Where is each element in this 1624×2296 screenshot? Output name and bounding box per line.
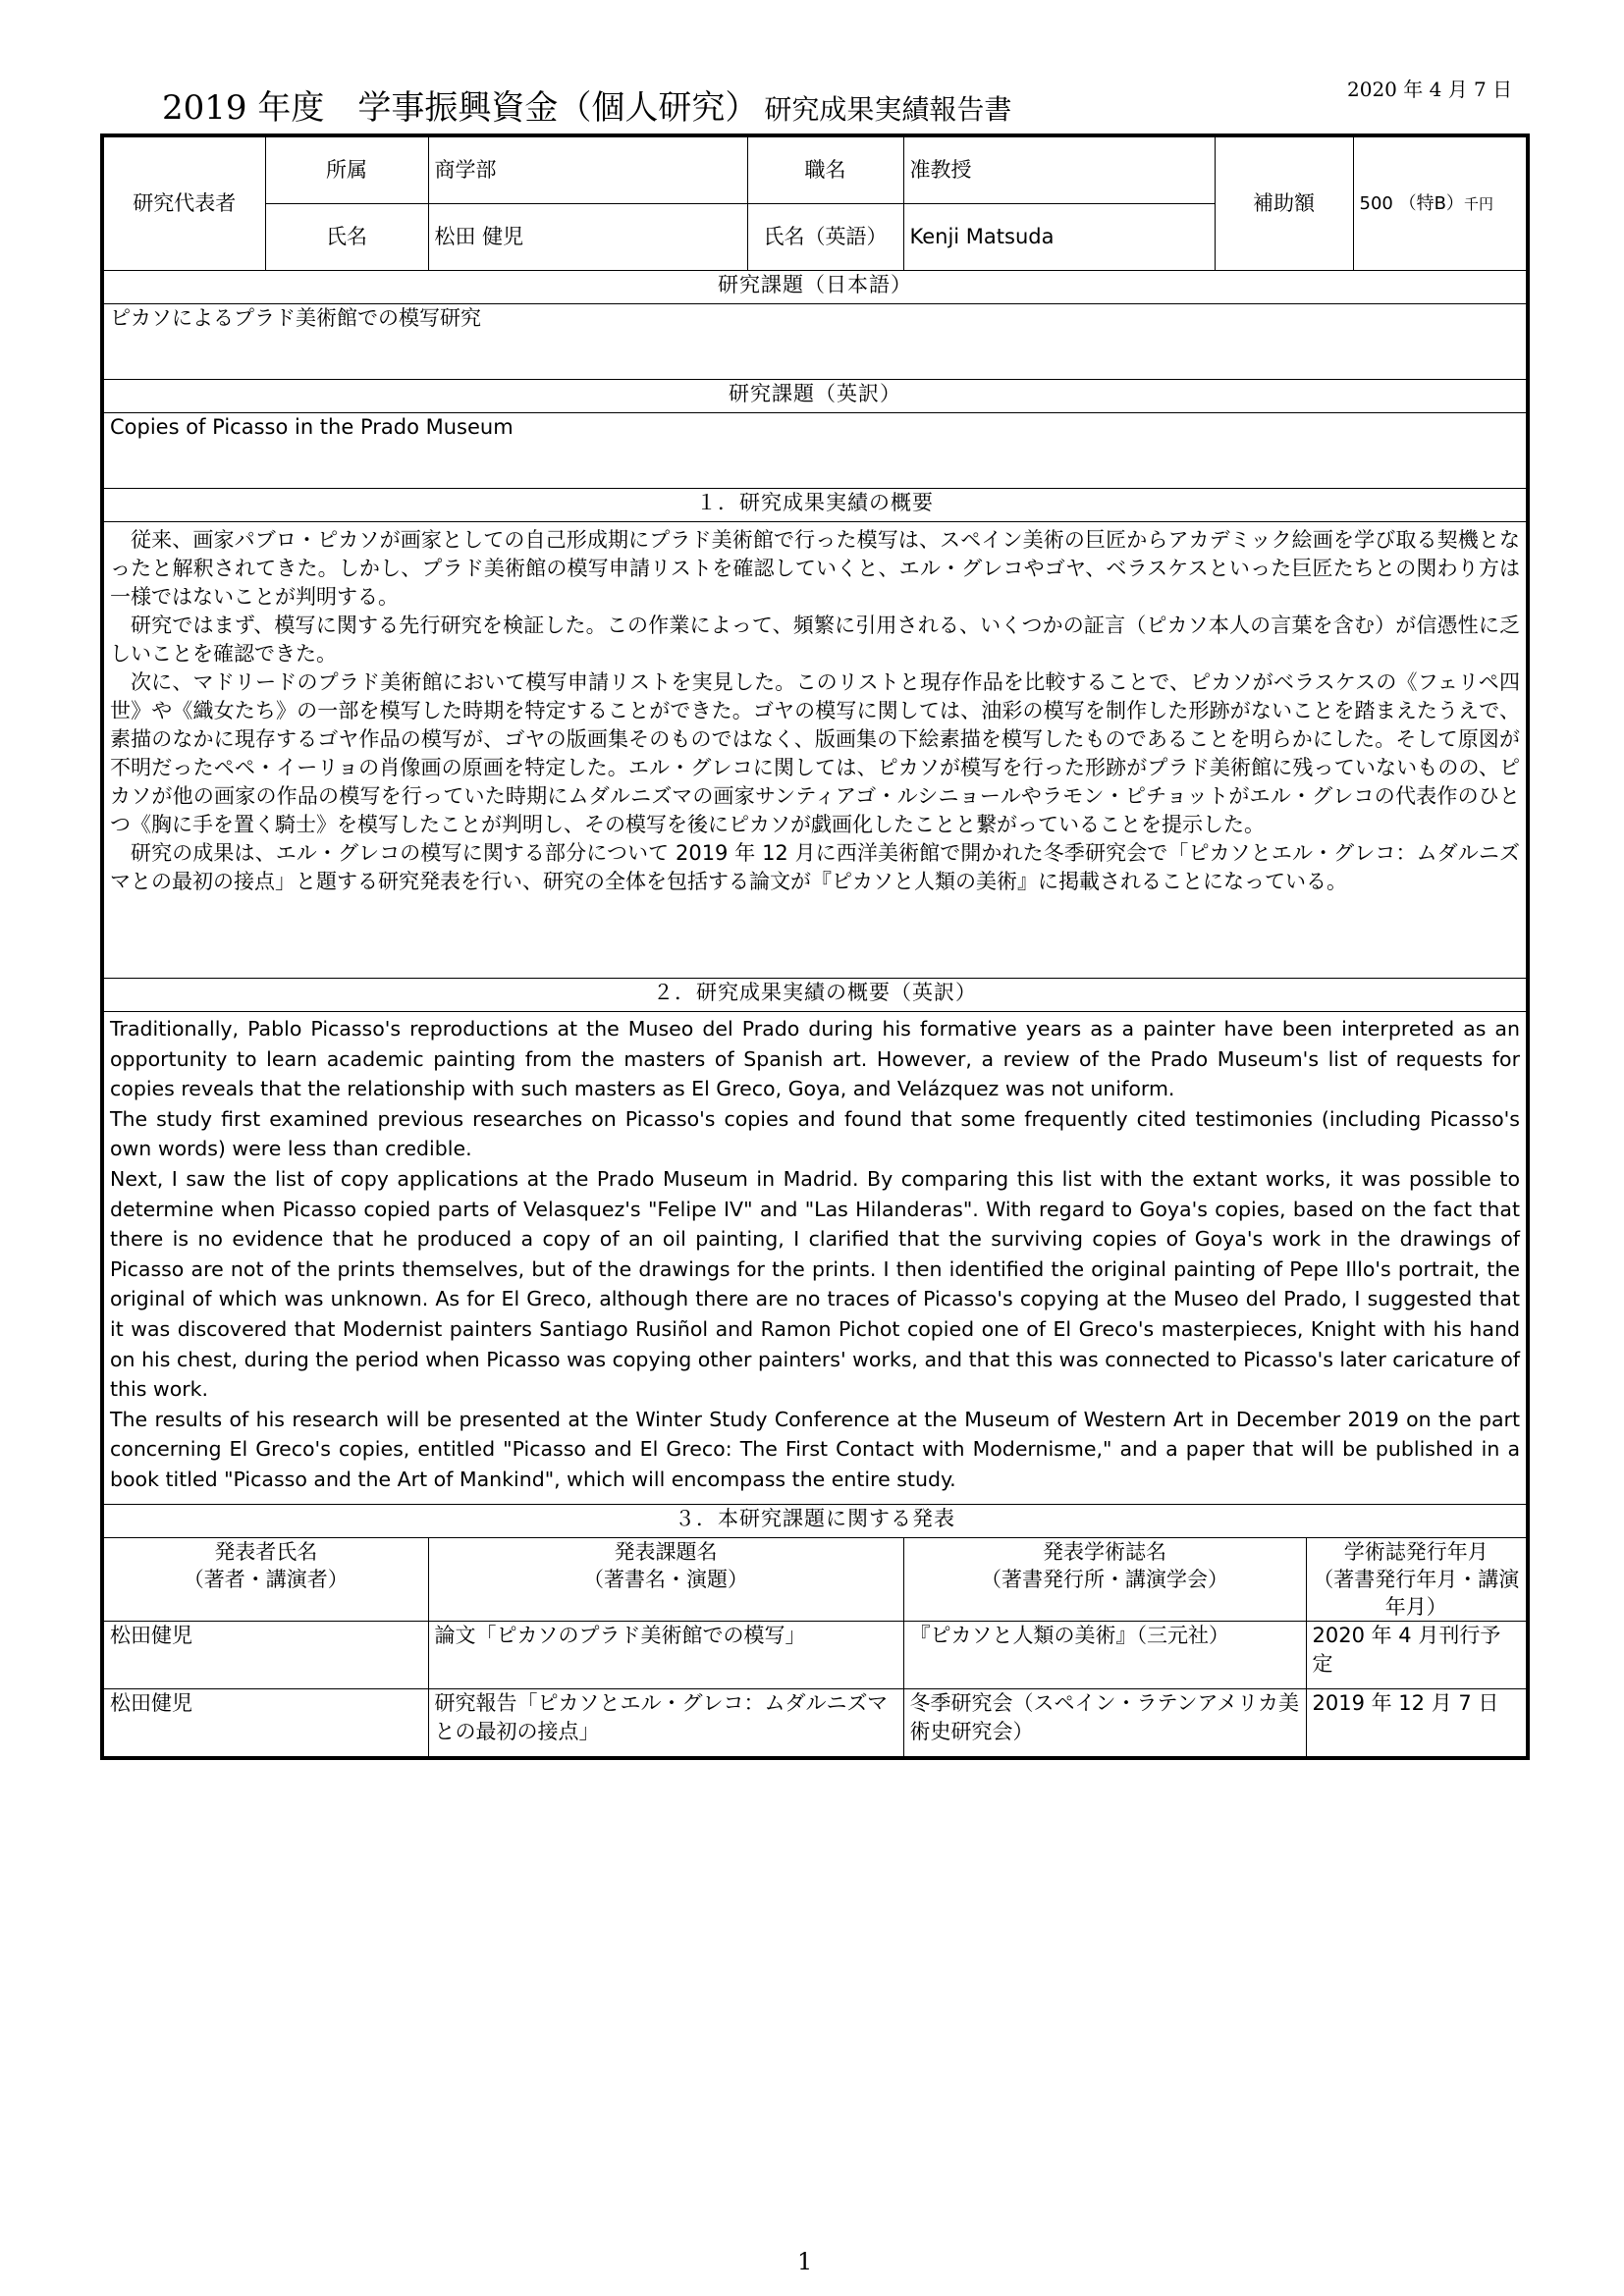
publication-venue: 冬季研究会（スペイン・ラテンアメリカ美術史研究会） [903,1689,1306,1759]
column-header-venue-line1: 発表学術誌名 [1043,1540,1166,1564]
summary-ja-heading-row [102,489,1528,522]
theme-en-heading-row [102,380,1528,413]
publication-author: 松田健児 [102,1622,428,1689]
name-label: 氏名 [265,204,428,271]
report-date: 2020 年 4 月 7 日 [1347,78,1513,101]
researcher-label: 研究代表者 [102,135,265,271]
summary-en-paragraph: The results of his research will be presented at the Winter Study Conference at the Museum of Western Art in December 2019 on the part concerning El Greco's copies, entitled "Picasso and El Greco: The First Contact with Modernisme," and a paper that will be published in a book titled "Picasso and the Art of Mankind", which will encompass the entire study. [110,1407,1520,1491]
column-header-author [102,1538,428,1622]
grant-amount: 500 （特B） [1359,193,1464,214]
summary-en-heading-row [102,979,1528,1012]
publication-title: 研究報告「ピカソとエル・グレコ：ムダルニズマとの最初の接点」 [428,1689,903,1759]
column-header-title-line2: （著書名・演題） [583,1568,748,1591]
summary-en-paragraph: Next, I saw the list of copy applications at the Prado Museum in Madrid. By comparing this list with the extant works, it was possible to determine when Picasso copied parts of Velasquez's "Felipe IV" and "Las Hilanderas". With regard to Goya's copies, based on the fact that there is no evidence that he produced a copy of an oil painting, I clarified that the surviving copies of Goya's work in the drawings of Picasso are not of the prints themselves, but of the drawings for the prints. I then identified the original painting of Pepe Illo's portrait, the original of which was unknown. As for El Greco, although there are no traces of Picasso's copying at the Museo del Prado, I suggested that it was discovered that Modernist painters Santiago Rusiñol and Ramon Pichot copied one of El Greco's masterpieces, Knight with his hand on his chest, during the period when Picasso was copying other painters' works, and that this was connected to Picasso's later caricature of this work. [110,1166,1520,1402]
column-header-venue [903,1538,1306,1622]
publications-heading-row [102,1505,1528,1538]
summary-en-body [102,1012,1528,1505]
summary-ja-row [102,522,1528,979]
publications-heading: ３．本研究課題に関する発表 [102,1505,1528,1538]
report-title-sub: 研究成果実績報告書 [764,93,1012,126]
name-en-label: 氏名（英語） [747,204,903,271]
column-header-date [1306,1538,1528,1622]
report-form-table [100,133,1530,1760]
theme-en-row [102,413,1528,489]
summary-ja-paragraph: 次に、マドリードのプラド美術館において模写申請リストを実見した。このリストと現存作品を比較することで、ピカソがベラスケスの《フェリペ四世》や《織女たち》の一部を模写した時期を特定することができた。ゴヤの模写に関しては、油彩の模写を制作した形跡がないことを踏まえたうえで、素描のなかに現存するゴヤ作品の模写が、ゴヤの版画集そのものではなく、版画集の下絵素描を模写したものであることを明らかにした。そして原図が不明だったペペ・イーリョの肖像画の原画を特定した。エル・グレコに関しては、ピカソが模写を行った形跡がプラド美術館に残っていないものの、ピカソが他の画家の作品の模写を行っていた時期にムダルニズマの画家サンティアゴ・ルシニョールやラモン・ピチョットがエル・グレコの代表作のひとつ《胸に手を置く騎士》を模写したことが判明し、その模写を後にピカソが戯画化したことと繋がっていることを提示した。 [110,670,1520,836]
publication-date: 2020 年 4 月刊行予定 [1306,1622,1528,1689]
summary-ja-paragraph: 従来、画家パブロ・ピカソが画家としての自己形成期にプラド美術館で行った模写は、スペイン美術の巨匠からアカデミック絵画を学び取る契機となったと解釈されてきた。しかし、プラド美術館の模写申請リストを確認していくと、エル・グレコやゴヤ、ベラスケスといった巨匠たちとの関わり方は一様ではないことが判明する。 [110,528,1520,609]
column-header-author-line2: （著者・講演者） [183,1568,349,1591]
theme-en-heading: 研究課題（英訳） [102,380,1528,413]
publication-row [102,1689,1528,1759]
position-value: 准教授 [903,135,1215,204]
column-header-title-line1: 発表課題名 [614,1540,718,1564]
summary-ja-heading: １．研究成果実績の概要 [102,489,1528,522]
publication-row [102,1622,1528,1689]
column-header-venue-line2: （著書発行所・講演学会） [981,1568,1228,1591]
summary-en-paragraph: The study first examined previous researches on Picasso's copies and found that some frequently cited testimonies (including Picasso's own words) were less than credible. [110,1106,1520,1161]
publication-title: 論文「ピカソのプラド美術館での模写」 [428,1622,903,1689]
theme-en-text: Copies of Picasso in the Prado Museum [102,413,1528,489]
summary-en-paragraph: Traditionally, Pablo Picasso's reproductions at the Museo del Prado during his formative years as a painter have been interpreted as an opportunity to learn academic painting from the masters of Spanish art. However, a review of the Prado Museum's list of requests for copies reveals that the relationship with such masters as El Greco, Goya, and Velázquez was not uniform. [110,1017,1520,1101]
researcher-row-1 [102,135,1528,204]
report-title-main: 2019 年度 学事振興資金（個人研究） [162,88,759,128]
theme-ja-row [102,304,1528,380]
column-header-author-line1: 発表者氏名 [214,1540,318,1564]
theme-ja-heading-row [102,271,1528,304]
grant-amount-cell [1353,135,1528,271]
publication-author: 松田健児 [102,1689,428,1759]
publication-date: 2019 年 12 月 7 日 [1306,1689,1528,1759]
theme-ja-heading: 研究課題（日本語） [102,271,1528,304]
publication-venue: 『ピカソと人類の美術』（三元社） [903,1622,1306,1689]
summary-en-row [102,1012,1528,1505]
column-header-title [428,1538,903,1622]
publications-column-header-row [102,1538,1528,1622]
summary-ja-body [102,522,1528,979]
name-en-value: Kenji Matsuda [903,204,1215,271]
page-number: 1 [797,2248,813,2275]
grant-unit: 千円 [1463,195,1493,213]
affiliation-value: 商学部 [428,135,747,204]
report-title [162,80,1011,129]
name-value: 松田 健児 [428,204,747,271]
summary-en-heading: ２．研究成果実績の概要（英訳） [102,979,1528,1012]
theme-ja-text: ピカソによるプラド美術館での模写研究 [102,304,1528,380]
position-label: 職名 [747,135,903,204]
summary-ja-paragraph: 研究の成果は、エル・グレコの模写に関する部分について 2019 年 12 月に西洋美術館で開かれた冬季研究会で「ピカソとエル・グレコ：ムダルニズマとの最初の接点」と題する研究発表を行い、研究の全体を包括する論文が『ピカソと人類の美術』に掲載されることになっている。 [110,841,1520,893]
affiliation-label: 所属 [265,135,428,204]
column-header-date-line1: 学術誌発行年月 [1343,1540,1489,1564]
column-header-date-line2: （著書発行年月・講演年月） [1313,1568,1520,1619]
summary-ja-paragraph: 研究ではまず、模写に関する先行研究を検証した。この作業によって、頻繁に引用される、いくつかの証言（ピカソ本人の言葉を含む）が信憑性に乏しいことを確認できた。 [110,614,1520,666]
grant-label: 補助額 [1215,135,1353,271]
